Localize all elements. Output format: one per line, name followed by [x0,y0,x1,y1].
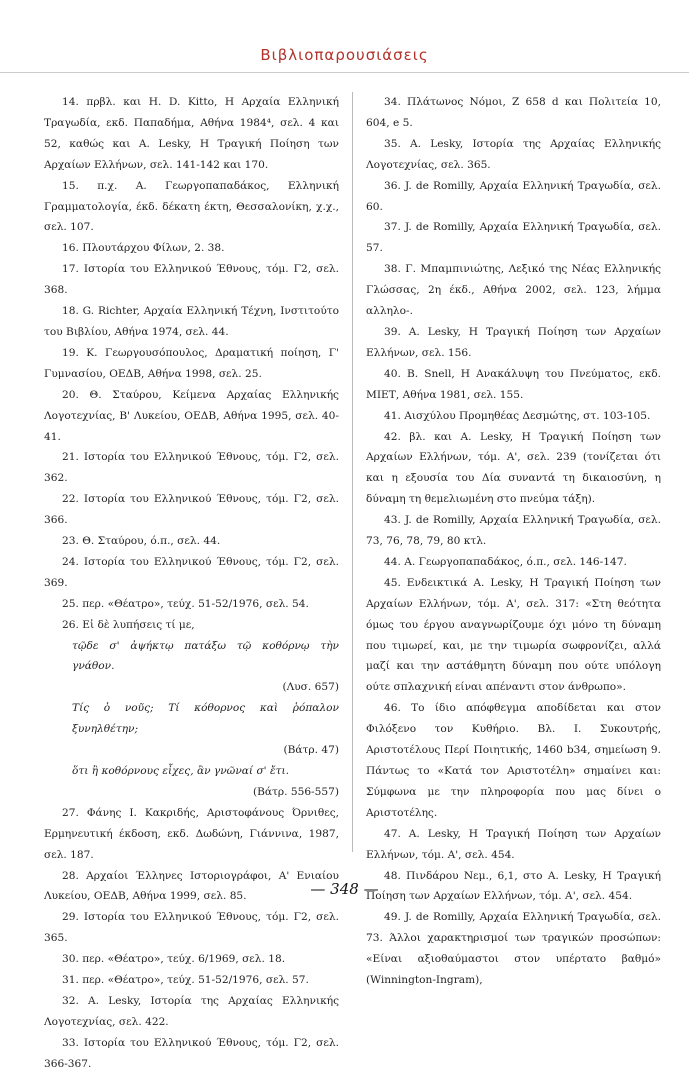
footnote-40: 40. B. Snell, Η Ανακάλυψη του Πνεύματος, εκδ. ΜΙΕΤ, Αθήνα 1981, σελ. 155. [366,367,661,401]
footnote-26: 26. Εἰ δὲ λυπήσεις τί με, [62,618,195,631]
footnote-44: 44. Α. Γεωργοπαπαδάκος, ό.π., σελ. 146-147. [384,555,627,568]
footnote-15: 15. π.χ. Α. Γεωργοπαπαδάκος, Ελληνική Γραμματολογία, έκδ. δέκατη έκτη, Θεσσαλονίκη, χ.χ., σελ. 107. [44,179,339,234]
footnote-25: 25. περ. «Θέατρο», τεύχ. 51-52/1976, σελ. 54. [62,597,309,610]
quote-citation-1: (Λυσ. 657) [282,681,339,694]
footnote-17: 17. Ιστορία του Ελληνικού Έθνους, τόμ. Γ2, σελ. 368. [44,263,339,297]
footnote-31: 31. περ. «Θέατρο», τεύχ. 51-52/1976, σελ. 57. [62,974,309,987]
footnote-16: 16. Πλουτάρχου Φίλων, 2. 38. [62,242,225,255]
footnote-30: 30. περ. «Θέατρο», τεύχ. 6/1969, σελ. 18. [62,953,286,966]
right-column [366,92,661,991]
footnote-43: 43. J. de Romilly, Αρχαία Ελληνική Τραγωδία, σελ. 73, 76, 78, 79, 80 κτλ. [366,514,661,548]
footnote-36: 36. J. de Romilly, Αρχαία Ελληνική Τραγωδία, σελ. 60. [366,179,661,213]
footnote-48: 48. Πινδάρου Νεμ., 6,1, στο A. Lesky, Η Τραγική Ποίηση των Αρχαίων Ελλήνων, τόμ. Α', σελ. 454. [366,869,661,903]
quote-line-2: Τίς ὁ νοῦς; Τί κόθορνος καὶ ῥόπαλον ξυνηλθέτην; [72,702,339,736]
footnote-22: 22. Ιστορία του Ελληνικού Έθνους, τόμ. Γ2, σελ. 366. [44,493,339,527]
footnote-28: 28. Αρχαίοι Έλληνες Ιστοριογράφοι, Α' Ενιαίου Λυκείου, ΟΕΔΒ, Αθήνα 1999, σελ. 85. [44,869,339,903]
footnote-23: 23. Θ. Σταύρου, ό.π., σελ. 44. [62,535,221,548]
quote-line-3: ὅτι ἢ κοθόρνους εἶχες, ἂν γνῶναί σ' ἔτι. [72,765,290,777]
quote-line-1: τῷδε σ' ἀψήκτῳ πατάξω τῷ κοθόρνῳ τὴν γνάθον. [72,639,339,673]
footnote-38: 38. Γ. Μπαμπινιώτης, Λεξικό της Νέας Ελληνικής Γλώσσας, 2η έκδ., Αθήνα 2002, σελ. 123, λήμμα αλληλο-. [366,263,661,318]
footnote-24: 24. Ιστορία του Ελληνικού Έθνους, τόμ. Γ2, σελ. 369. [44,555,339,589]
running-header: Βιβλιοπαρουσιάσεις [260,46,429,64]
footnote-34: 34. Πλάτωνος Νόμοι, Ζ 658 d και Πολιτεία 10, 604, e 5. [366,96,661,129]
footnote-33: 33. Ιστορία του Ελληνικού Έθνους, τόμ. Γ2, σελ. 366-367. [44,1036,339,1070]
footnote-27: 27. Φάνης Ι. Κακριδής, Αριστοφάνους Όρνιθες, Ερμηνευτική έκδοση, εκδ. Δωδώνη, Γιάννινα, 1987, σελ. 187. [44,806,339,861]
footnote-41: 41. Αισχύλου Προμηθέας Δεσμώτης, στ. 103-105. [384,409,651,422]
footnote-42: 42. βλ. και A. Lesky, Η Τραγική Ποίηση των Αρχαίων Ελλήνων, τόμ. Α', σελ. 239 (τονίζεται ότι και η εξουσία του Δία συναντά τη δικαιοσύνη, η δύναμη τη θεμελιωμένη στο πνεύμα τάξη). [366,430,661,506]
footnote-32: 32. A. Lesky, Ιστορία της Αρχαίας Ελληνικής Λογοτεχνίας, σελ. 422. [44,994,339,1028]
left-column [44,92,339,1075]
footnote-49: 49. J. de Romilly, Αρχαία Ελληνική Τραγωδία, σελ. 73. Άλλοι χαρακτηρισμοί των τραγικών προσώπων: «Είναι αξιοθαύμαστοι στον υπέρτατο βαθμό» (Winnington-Ingram), [366,911,661,987]
column-divider [352,92,353,852]
footnote-19: 19. Κ. Γεωργουσόπουλος, Δραματική ποίηση, Γ' Γυμνασίου, ΟΕΔΒ, Αθήνα 1998, σελ. 25. [44,346,339,380]
footnote-21: 21. Ιστορία του Ελληνικού Έθνους, τόμ. Γ2, σελ. 362. [44,451,339,485]
footnote-39: 39. A. Lesky, Η Τραγική Ποίηση των Αρχαίων Ελλήνων, σελ. 156. [366,325,661,359]
footnote-46: 46. Το ίδιο απόφθεγμα αποδίδεται και στον Φιλόξενο τον Κυθήριο. Βλ. Ι. Συκουτρής, Αριστοτέλους Περί Ποιητικής, 1460 b34, σημείωση 9. Πάντως το «Κατά τον Αριστοτέλη» σημαίνει και: Σύμφωνα με την πληροφορία που μας δίνει ο Αριστοτέλης. [366,702,661,819]
header-rule [0,72,689,73]
footnote-45: 45. Ενδεικτικά A. Lesky, Η Τραγική Ποίηση των Αρχαίων Ελλήνων, τόμ. Α', σελ. 317: «Στη θεότητα όμως του έργου αναγνωρίζουμε όχι μόνο τη δύναμη που τιμωρεί, και, με την τιμωρία σωφρονίζει, αλλά μαζί και την αστάθμητη δύναμη που ούτε υπόλογη ούτε σπλαχνική είναι απέναντι στον άνθρωπο». [366,576,661,694]
footnote-29: 29. Ιστορία του Ελληνικού Έθνους, τόμ. Γ2, σελ. 365. [44,911,339,945]
footnote-35: 35. A. Lesky, Ιστορία της Αρχαίας Ελληνικής Λογοτεχνίας, σελ. 365. [366,137,661,171]
footnote-18: 18. G. Richter, Αρχαία Ελληνική Τέχνη, Ινστιτούτο του Βιβλίου, Αθήνα 1974, σελ. 44. [44,305,339,338]
footnote-37: 37. J. de Romilly, Αρχαία Ελληνική Τραγωδία, σελ. 57. [366,221,661,255]
footnote-14: 14. πρβλ. και H. D. Kitto, Η Αρχαία Ελληνική Τραγωδία, εκδ. Παπαδήμα, Αθήνα 1984⁴, σελ. 4 και 52, καθώς και A. Lesky, Η Τραγική Ποίηση των Αρχαίων Ελλήνων, σελ. 141-142 και 170. [44,96,339,171]
page-number: — 348 — [310,880,379,898]
quote-citation-3: (Βάτρ. 556-557) [252,785,339,798]
footnote-47: 47. A. Lesky, Η Τραγική Ποίηση των Αρχαίων Ελλήνων, τόμ. Α', σελ. 454. [366,827,661,861]
quote-citation-2: (Βάτρ. 47) [283,744,339,757]
footnote-20: 20. Θ. Σταύρου, Κείμενα Αρχαίας Ελληνικής Λογοτεχνίας, Β' Λυκείου, ΟΕΔΒ, Αθήνα 1995, σελ. 40-41. [44,388,339,443]
